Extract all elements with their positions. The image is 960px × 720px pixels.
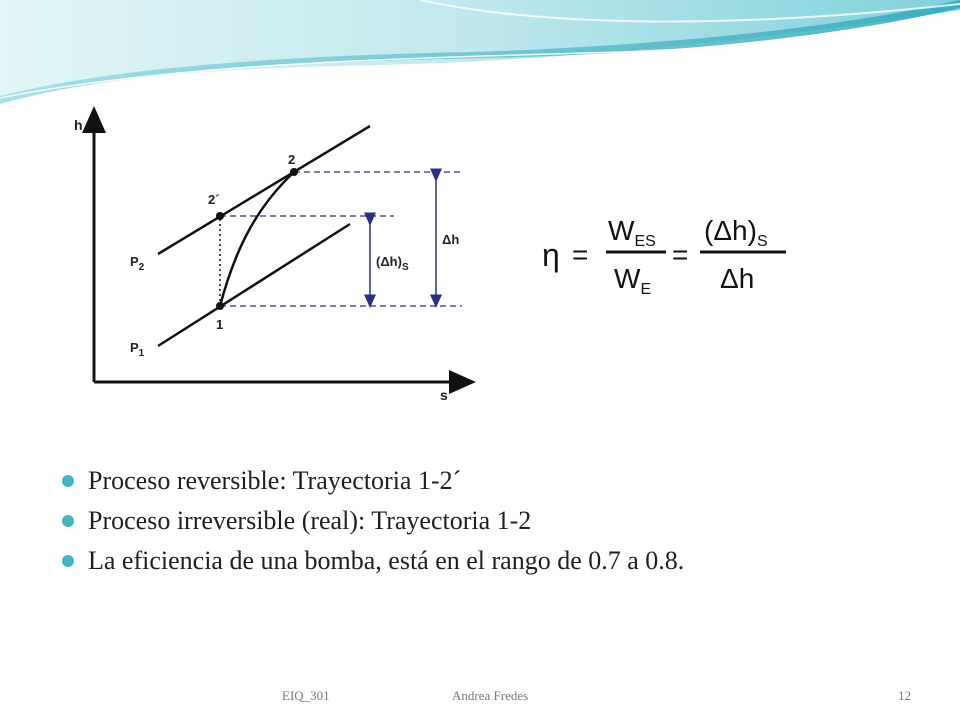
- isobar-p1-line: [158, 224, 350, 346]
- footer-course: EIQ_301: [282, 688, 330, 703]
- point-1-label: 1: [216, 317, 224, 332]
- bullet-item: [62, 544, 684, 584]
- point-2-marker: [290, 168, 298, 176]
- point-1-marker: [216, 302, 224, 310]
- axis-x-label: s: [440, 387, 448, 403]
- axis-y-label: h: [74, 117, 83, 133]
- formula-numerator-dhs: $(\Delta h)_S$: [704, 215, 768, 250]
- formula-equals-2: =: [672, 239, 689, 270]
- delta-h-label: Δh: [442, 232, 460, 247]
- bullet-text: Proceso irreversible (real): Trayectoria 1-2: [88, 506, 532, 535]
- bullet-dot-icon: [62, 555, 74, 567]
- formula-equals-1: =: [572, 239, 589, 270]
- point-2prime-label: 2´: [208, 192, 220, 207]
- bullet-dot-icon: [62, 475, 74, 487]
- bullet-item: [62, 504, 684, 544]
- delta-hs-label: $(\Delta h)_S$: [376, 254, 409, 273]
- bullet-text: Proceso reversible: Trayectoria 1-2´: [88, 466, 462, 495]
- bullet-text: La eficiencia de una bomba, está en el rango de 0.7 a 0.8.: [88, 546, 685, 575]
- bullet-dot-icon: [62, 515, 74, 527]
- bullet-list: [62, 464, 684, 584]
- point-2-label: 2: [288, 152, 296, 167]
- header-wave-decoration: [0, 0, 960, 110]
- bullet-item: [62, 464, 684, 504]
- formula-denominator-dh: Δh: [720, 263, 755, 294]
- formula-eta: η: [542, 237, 560, 273]
- irreversible-path-1-2: [220, 172, 294, 306]
- efficiency-formula: [532, 192, 804, 314]
- footer-page-number: 12: [898, 688, 911, 703]
- formula-denominator-we: $W_E$: [614, 263, 652, 298]
- hs-diagram: [58, 96, 494, 404]
- formula-numerator-wes: $W_{ES}$: [608, 215, 656, 250]
- point-2prime-marker: [216, 212, 224, 220]
- footer-author: Andrea Fredes: [452, 688, 529, 703]
- isobar-p1-label: $P_1$: [130, 340, 145, 359]
- isobar-p2-line: [158, 126, 370, 254]
- isobar-p2-label: $P_2$: [130, 254, 145, 273]
